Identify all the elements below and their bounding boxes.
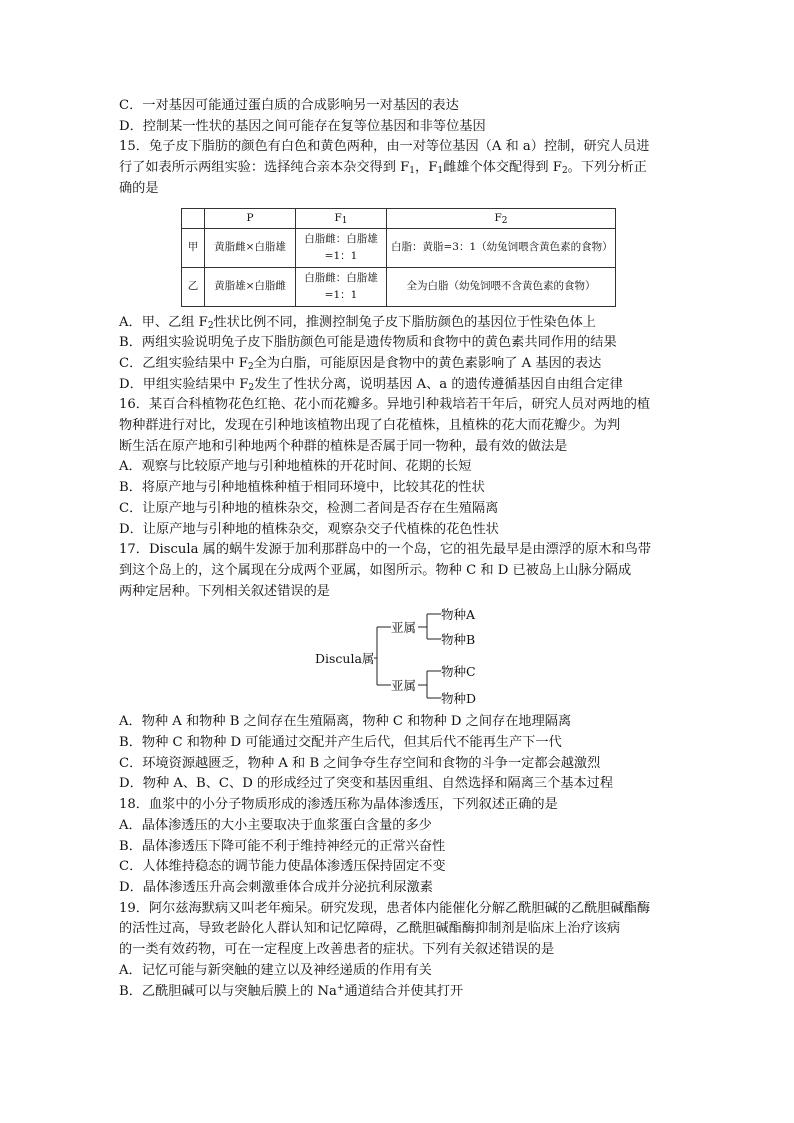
option-a: A．晶体渗透压的大小主要取决于血浆蛋白含量的多少 <box>119 817 432 833</box>
option-text: 通道结合并使其打开 <box>344 983 464 999</box>
option-a: A．物种 A 和物种 B 之间存在生殖隔离，物种 C 和物种 D 之间存在地理隔离 <box>119 714 572 730</box>
option-b: B．将原产地与引种地植株种植于相同环境中，比较其花的性状 <box>119 480 485 496</box>
option-text: 发生了性状分离，说明基因 A、a 的遗传遵循基因自由组合定律 <box>254 376 623 392</box>
question-stem: 15．兔子皮下脂肪的颜色有白色和黄色两种，由一对等位基因（A 和 a）控制，研究人员进 <box>119 139 650 155</box>
question-stem: 确的是 <box>119 180 159 196</box>
question-stem: 两种定居种。下列相关叙述错误的是 <box>119 583 330 599</box>
option-b: B．两组实验说明兔子皮下脂肪颜色可能是遗传物质和食物中的黄色素共同作用的结果 <box>119 335 617 351</box>
subscript: 1 <box>341 215 348 226</box>
option-text: 性状比例不同，推测控制兔子皮下脂肪颜色的基因位于性染色体上 <box>213 314 596 330</box>
option-text: 全为白脂，可能原因是食物中的黄色素影响了 A 基因的表达 <box>253 355 602 371</box>
cell-p: 黄脂雌×白脂雄 <box>205 228 296 267</box>
tree-species-label: 物种D <box>441 689 476 710</box>
option-a: A．记忆可能与新突触的建立以及神经递质的作用有关 <box>119 962 432 978</box>
cell-f2: 全为白脂（幼兔饲喂不含黄色素的食物） <box>387 267 616 306</box>
option-b: B．晶体渗透压下降可能不利于维持神经元的正常兴奋性 <box>119 838 446 854</box>
question-18 <box>119 795 679 899</box>
phylogeny-diagram <box>119 608 679 708</box>
option-text: A．甲、乙组 F <box>119 314 208 330</box>
option-b: B．物种 C 和物种 D 可能通过交配并产生后代，但其后代不能再生产下一代 <box>119 735 562 751</box>
header-f1 <box>296 208 387 228</box>
question-stem: 到这个岛上的，这个属现在分成两个亚属，如图所示。物种 C 和 D 已被岛上山脉分隔成 <box>119 562 632 578</box>
question-stem <box>119 158 679 179</box>
option-c: C．人体维持稳态的调节能力使晶体渗透压保持固定不变 <box>119 859 446 875</box>
question-16 <box>119 395 679 540</box>
cell-text: 白脂雌：白脂雄 <box>304 271 378 284</box>
subscript: 2 <box>561 166 568 177</box>
header-text: F <box>494 211 502 224</box>
option-a <box>119 313 679 334</box>
table-row <box>182 267 616 306</box>
question-stem: 的活性过高，导致老龄化人群认知和记忆障碍，乙酰胆碱酯酶抑制剂是临床上治疗该病 <box>119 921 621 937</box>
tree-species-label: 物种A <box>441 605 475 626</box>
cell-f2: 白脂：黄脂=3：1（幼兔饲喂含黄色素的食物） <box>387 228 616 267</box>
subscript: 1 <box>409 166 416 177</box>
row-label: 乙 <box>182 267 205 306</box>
tree-root-label: Discula属 <box>315 649 374 670</box>
tree-species-label: 物种B <box>441 630 475 651</box>
cell-text: =1：1 <box>324 249 358 262</box>
subscript: 2 <box>247 361 254 372</box>
subscript: 2 <box>501 215 508 226</box>
question-stem: 物种群进行对比，发现在引种地该植物出现了白花植株，且植株的花大而花瓣少。为判 <box>119 418 621 434</box>
cell-text: =1：1 <box>324 288 358 301</box>
option-text: D．甲组实验结果中 F <box>119 376 249 392</box>
stem-text: ，F <box>415 160 438 176</box>
subscript: 2 <box>207 320 214 331</box>
experiment-table <box>181 208 616 307</box>
option-d: D．物种 A、B、C、D 的形成经过了突变和基因重组、自然选择和隔离三个基本过程 <box>119 776 614 792</box>
table-row <box>182 228 616 267</box>
question-19 <box>119 899 679 1003</box>
tree-subgenus-label: 亚属 <box>391 618 416 639</box>
table-header-row <box>182 208 616 228</box>
header-text: F <box>334 211 342 224</box>
cell-f1 <box>296 267 387 306</box>
header-f2 <box>387 208 616 228</box>
stem-text: 雌雄个体交配得到 F <box>443 160 562 176</box>
option-d: D．让原产地与引种地的植株杂交，观察杂交子代植株的花色性状 <box>119 521 499 537</box>
option-c: C．环境资源越匮乏，物种 A 和 B 之间争夺生存空间和食物的斗争一定都会越激烈 <box>119 755 601 771</box>
exam-page <box>119 96 679 1002</box>
question-stem: 17．Discula 属的蜗牛发源于加利那群岛中的一个岛，它的祖先最早是由漂浮的原木和鸟带 <box>119 542 652 558</box>
option-c: C．让原产地与引种地的植株杂交，检测二者间是否存在生殖隔离 <box>119 500 499 516</box>
question-stem: 断生活在原产地和引种地两个种群的植株是否属于同一物种，最有效的做法是 <box>119 438 568 454</box>
cell-text: 白脂雌：白脂雄 <box>304 232 378 245</box>
header-p: P <box>205 208 296 228</box>
subscript: 1 <box>437 166 444 177</box>
tree-subgenus-label: 亚属 <box>391 676 416 697</box>
question-15 <box>119 137 679 395</box>
option-text: C．乙组实验结果中 F <box>119 355 248 371</box>
question-stem: 16．某百合科植物花色红艳、花小而花瓣多。异地引种栽培若干年后，研究人员对两地的植 <box>119 397 651 413</box>
option-d: D．晶体渗透压升高会刺激垂体合成并分泌抗利尿激素 <box>119 879 433 895</box>
option-d <box>119 375 679 396</box>
question-stem: 19．阿尔兹海默病又叫老年痴呆。研究发现，患者体内能催化分解乙酰胆碱的乙酰胆碱酯酶 <box>119 900 651 916</box>
option-c <box>119 354 679 375</box>
stem-text: 。下列分析正 <box>567 160 647 176</box>
cell-f1 <box>296 228 387 267</box>
superscript: + <box>336 982 345 993</box>
stem-text: 行了如表所示两组实验：选择纯合亲本杂交得到 F <box>119 160 410 176</box>
option-text: B．乙酰胆碱可以与突触后膜上的 Na <box>119 983 337 999</box>
question-stem: 18．血浆中的小分子物质形成的渗透压称为晶体渗透压，下列叙述正确的是 <box>119 797 558 813</box>
question-17 <box>119 540 679 795</box>
subscript: 2 <box>248 382 255 393</box>
row-label: 甲 <box>182 228 205 267</box>
option-b <box>119 982 679 1003</box>
text-line: C．一对基因可能通过蛋白质的合成影响另一对基因的表达 <box>119 98 459 113</box>
option-a: A．观察与比较原产地与引种地植株的开花时间、花期的长短 <box>119 459 472 475</box>
tree-species-label: 物种C <box>441 662 476 683</box>
question-stem: 的一类有效药物，可在一定程度上改善患者的症状。下列有关叙述错误的是 <box>119 942 555 958</box>
cell-p: 黄脂雄×白脂雌 <box>205 267 296 306</box>
text-line: D．控制某一性状的基因之间可能存在复等位基因和非等位基因 <box>119 118 486 134</box>
